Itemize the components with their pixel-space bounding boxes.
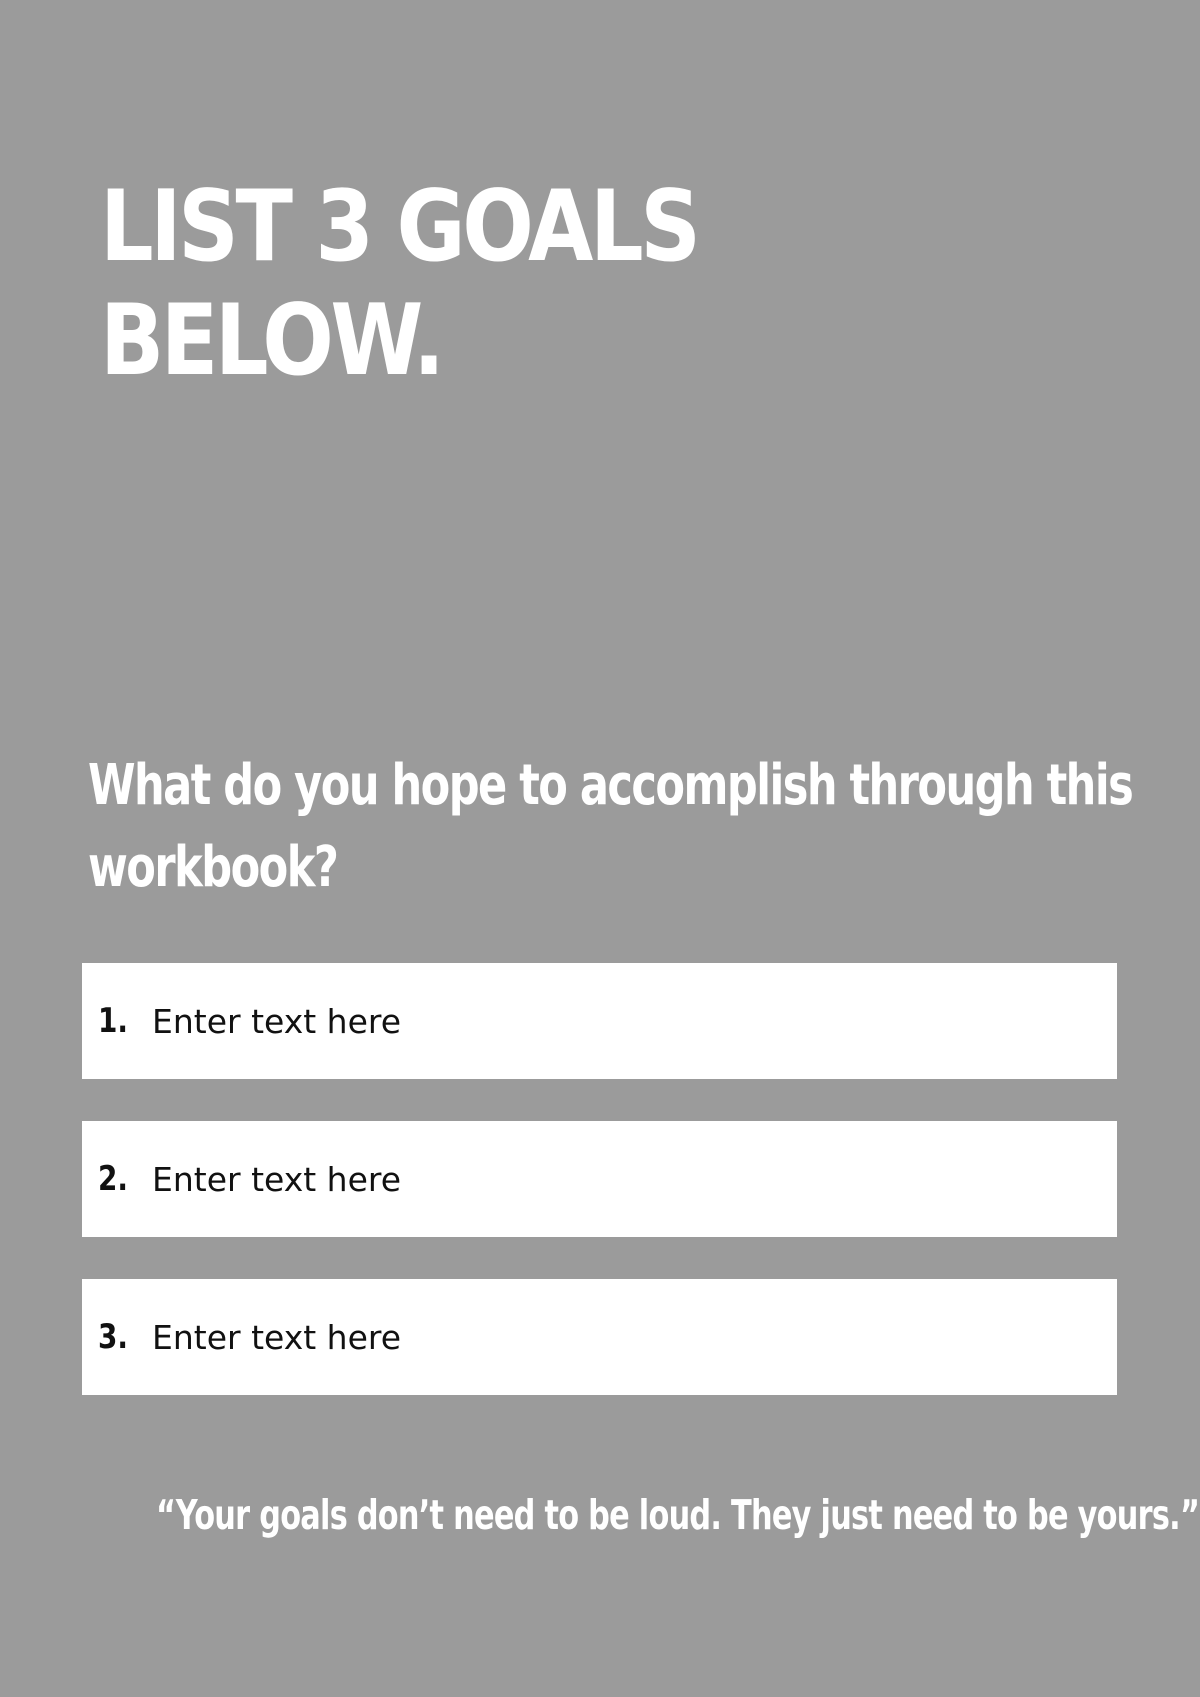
page-title-line-1: LIST 3 GOALS (100, 170, 698, 284)
page-title (100, 170, 697, 398)
page-title-line-2: BELOW. (100, 284, 442, 398)
goal-input-3[interactable] (150, 1279, 1092, 1395)
prompt-question-line-2: workbook? (88, 835, 338, 900)
motivational-quote: “Your goals don’t need to be loud. They just need to be yours.” (156, 1491, 1200, 1539)
goal-field-1[interactable] (82, 963, 1117, 1079)
goal-number-2: 2. (98, 1159, 128, 1199)
prompt-question (88, 745, 1132, 909)
goal-input-1[interactable] (150, 963, 1092, 1079)
goal-input-2[interactable] (150, 1121, 1092, 1237)
goal-field-3[interactable] (82, 1279, 1117, 1395)
goal-number-3: 3. (98, 1317, 128, 1357)
goal-number-1: 1. (98, 1001, 128, 1041)
goal-field-2[interactable] (82, 1121, 1117, 1237)
prompt-question-line-1: What do you hope to accomplish through this (88, 753, 1133, 818)
